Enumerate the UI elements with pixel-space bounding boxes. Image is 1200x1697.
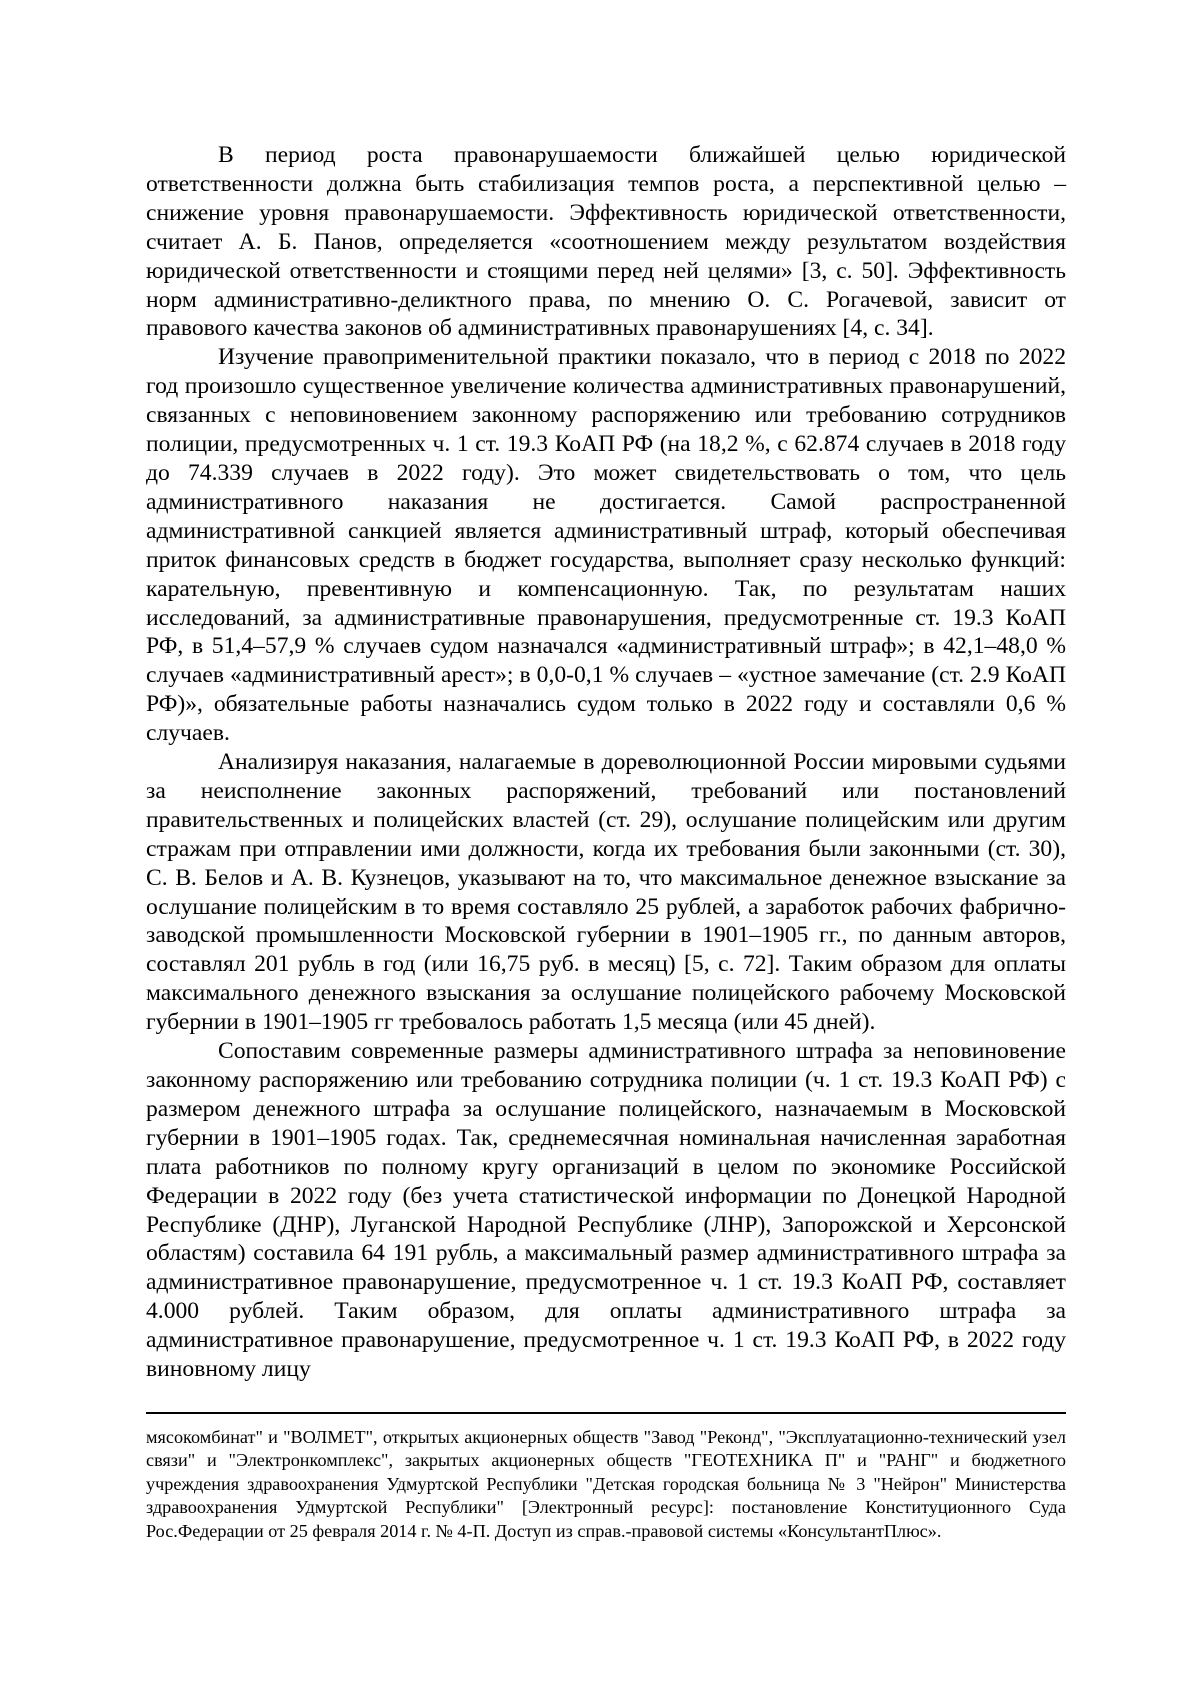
main-text	[146, 141, 1066, 1384]
footnote-text: мясокомбинат" и "ВОЛМЕТ", открытых акционерных обществ "Завод "Реконд", "Эксплуатационно-технический узел связи" и "Электронкомплекс", закрытых акционерных обществ "ГЕОТЕХНИКА П" и "РАНГ" и бюджетного учреждения здравоохранения Удмуртской Республики "Детская городская больница № 3 "Нейрон" Министерства здравоохранения Удмуртской Республики" [Электронный ресурс]: постановление Конституционного Суда Рос.Федерации от 25 февраля 2014 г. № 4-П. Доступ из справ.-правовой системы «КонсультантПлюс».	[146, 1427, 1066, 1541]
paragraph: Анализируя наказания, налагаемые в дореволюционной России мировыми судьями за неисполнение законных распоряжений, требований или постановлений правительственных и полицейских властей (ст. 29), ослушание полицейским или другим стражам при отправлении ими должности, когда их требования были законными (ст. 30), С. В. Белов и А. В. Кузнецов, указывают на то, что максимальное денежное взыскание за ослушание полицейским в то время составляло 25 рублей, а заработок рабочих фабрично-заводской промышленности Московской губернии в 1901–1905 гг., по данным авторов, составлял 201 рубль в год (или 16,75 руб. в месяц) [5, с. 72]. Таким образом для оплаты максимального денежного взыскания за ослушание полицейского рабочему Московской губернии в 1901–1905 гг требовалось работать 1,5 месяца (или 45 дней).	[146, 749, 1066, 1036]
footnote-separator	[146, 1412, 1066, 1414]
paragraph: Сопоставим современные размеры административного штрафа за неповиновение законному распоряжению или требованию сотрудника полиции (ч. 1 ст. 19.3 КоАП РФ) с размером денежного штрафа за ослушание полицейского, назначаемым в Московской губернии в 1901–1905 годах. Так, среднемесячная номинальная начисленная заработная плата работников по полному кругу организаций в целом по экономике Российской Федерации в 2022 году (без учета статистической информации по Донецкой Народной Республике (ДНР), Луганской Народной Республике (ЛНР), Запорожской и Херсонской областям) составила 64 191 рубль, а максимальный размер административного штрафа за административное правонарушение, предусмотренное ч. 1 ст. 19.3 КоАП РФ, составляет 4.000 рублей. Таким образом, для оплаты административного штрафа за административное правонарушение, предусмотренное ч. 1 ст. 19.3 КоАП РФ, в 2022 году виновному лицу	[146, 1038, 1066, 1383]
paragraph: Изучение правоприменительной практики показало, что в период с 2018 по 2022 год произошло существенное увеличение количества административных правонарушений, связанных с неповиновением законному распоряжению или требованию сотрудников полиции, предусмотренных ч. 1 ст. 19.3 КоАП РФ (на 18,2 %, с 62.874 случаев в 2018 году до 74.339 случаев в 2022 году). Это может свидетельствовать о том, что цель административного наказания не достигается. Самой распространенной административной санкцией является административный штраф, который обеспечивая приток финансовых средств в бюджет государства, выполняет сразу несколько функций: карательную, превентивную и компенсационную. Так, по результатам наших исследований, за административные правонарушения, предусмотренные ст. 19.3 КоАП РФ, в 51,4–57,9 % случаев судом назначался «административный штраф»; в 42,1–48,0 % случаев «административный арест»; в 0,0-0,1 % случаев – «устное замечание (ст. 2.9 КоАП РФ)», обязательные работы назначались судом только в 2022 году и составляли 0,6 % случаев.	[146, 344, 1066, 747]
paragraph: В период роста правонарушаемости ближайшей целью юридической ответственности должна быть стабилизация темпов роста, а перспективной целью – снижение уровня правонарушаемости. Эффективность юридической ответственности, считает А. Б. Панов, определяется «соотношением между результатом воздействия юридической ответственности и стоящими перед ней целями» [3, с. 50]. Эффективность норм административно-деликтного права, по мнению О. С. Рогачевой, зависит от правового качества законов об административных правонарушениях [4, с. 34].	[146, 142, 1066, 342]
